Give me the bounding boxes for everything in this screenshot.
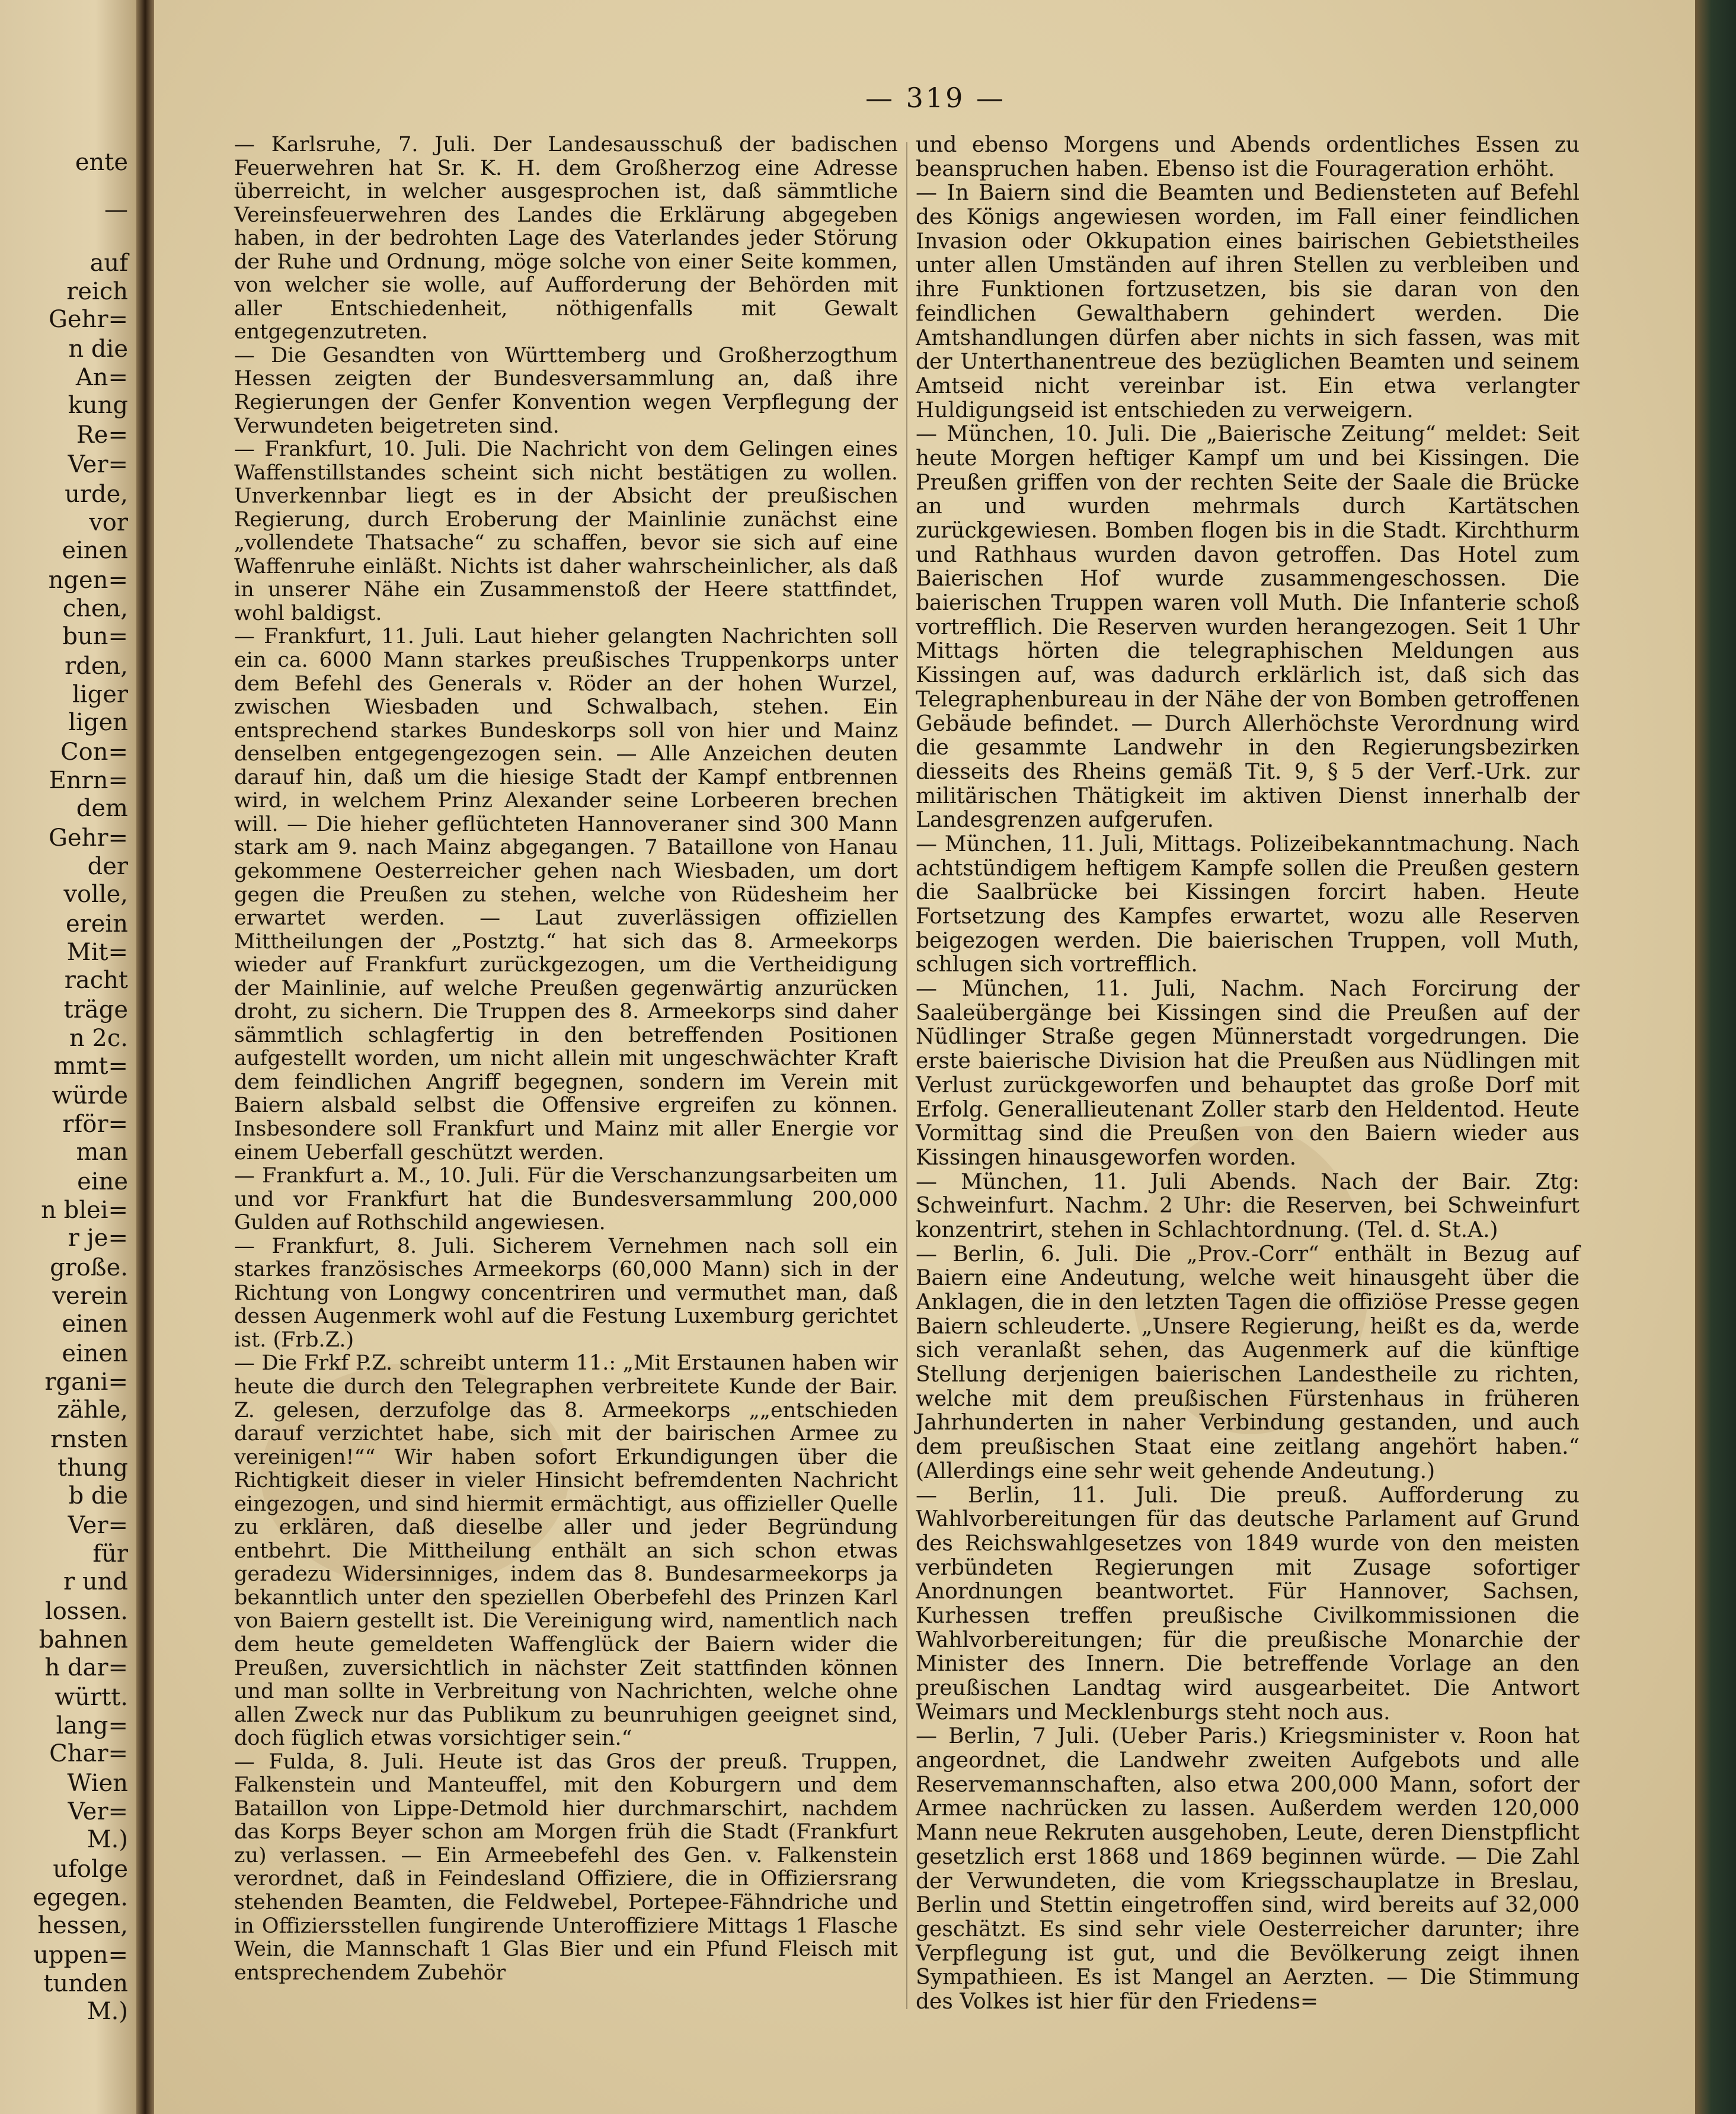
facing-page-word: egegen. [33,1884,128,1911]
facing-page-word: würde [52,1082,128,1109]
facing-page-word: erein [65,910,128,938]
left-column [234,133,898,1985]
facing-page-word: große. [50,1254,128,1281]
facing-page-word: ligen [68,709,128,736]
article-paragraph: — Berlin, 11. Juli. Die preuß. Aufforderung zu Wahlvorbereitungen für das deutsche Parlament auf Grund des Reichswahlgesetzes von 1849 wurde von den meisten verbündeten Regierungen mit Zusage sofortiger Anordnungen beantwortet. Für Hannover, Sachsen, Kurhessen treffen preußische Civilkommissionen die Wahlvorbereitungen; für die preußische Monarchie der Minister des Innern. Die betreffende Vorlage an den preußischen Landtag wird ausgearbeitet. Die Antwort Weimars und Mecklenburgs steht noch aus. [916,1483,1580,1725]
facing-page-word: einen [62,1310,128,1338]
article-paragraph: — Frankfurt, 8. Juli. Sicherem Vernehmen nach soll ein starkes französisches Armeekorps (60,000 Mann) sich in der Richtung von Longwy concentriren und vermuthet man, daß dessen Augenmerk wohl auf die Festung Luxemburg gerichtet ist. (Frb.Z.) [234,1234,898,1352]
facing-page-word: der [87,853,128,880]
facing-page-word: dem [76,795,128,822]
facing-page-word: reich [66,278,128,305]
facing-page-word: Enrn= [49,767,128,794]
article-paragraph: — Karlsruhe, 7. Juli. Der Landesausschuß der badischen Feuerwehren hat Sr. K. H. dem Großherzog eine Adresse überreicht, in welcher ausgesprochen ist, daß sämmtliche Vereinsfeuerwehren des Landes die Erklärung abgegeben haben, in der bedrohten Lage des Vaterlandes jeder Störung der Ruhe und Ordnung, möge solche von einer Seite kommen, von welcher sie wolle, auf Aufforderung der Behörden mit aller Entschiedenheit, nöthigenfalls mit Gewalt entgegenzutreten. [234,133,898,344]
facing-page-word: rden, [65,653,128,680]
facing-page-word: ngen= [48,567,128,594]
right-column [916,133,1580,2014]
article-paragraph: — Frankfurt a. M., 10. Juli. Für die Verschanzungsarbeiten um und vor Frankfurt hat die Bundesversammlung 200,000 Gulden auf Rothschild angewiesen. [234,1164,898,1235]
facing-page-word: träge [63,996,128,1024]
article-paragraph: — Die Frkf P.Z. schreibt unterm 11.: „Mit Erstaunen haben wir heute die durch den Telegraphen verbreitete Kunde der Bair. Z. gelesen, derzufolge das 8. Armeekorps „„entschieden darauf verzichtet habe, sich mit der bairischen Armee zu vereinigen!““ Wir haben sofort Erkundigungen über die Richtigkeit dieser in vieler Hinsicht befremdenten Nachricht eingezogen, und sind hiermit ermächtigt, aus offizieller Quelle zu erklären, daß dieselbe aller und jeder Begründung entbehrt. Die Mittheilung enthält an sich schon etwas geradezu Widersinniges, indem das 8. Bundesarmeekorps ja bekanntlich unter den speziellen Oberbefehl des Prinzen Karl von Baiern gestellt ist. Die Vereinigung wird, namentlich nach dem heute gemeldeten Waffenglück der Baiern wider die Preußen, zuversichtlich in nächster Zeit stattfinden können und man sollte in Verbreitung von Nachrichten, welche ohne allen Zweck nur das Publikum zu beunruhigen geeignet sind, doch füglich etwas vorsichtiger sein.“ [234,1351,898,1751]
facing-page-word: Gehr= [48,824,128,852]
facing-page-word: racht [64,967,128,994]
facing-page-word: auf [89,250,128,277]
facing-page-word: rnsten [50,1426,128,1453]
facing-page-word: uppen= [33,1942,128,1969]
facing-page-word: eine [77,1168,128,1195]
facing-page-word: n die [68,335,128,363]
facing-page-word: rgani= [44,1368,128,1396]
article-paragraph: — In Baiern sind die Beamten und Bediensteten auf Befehl des Königs angewiesen worden, im Fall einer feindlichen Invasion oder Okkupation eines bairischen Gebietstheiles unter allen Umständen auf ihren Stellen zu verbleiben und ihre Funktionen fortzusetzen, bis sie daran von den feindlichen Gewalthabern gehindert werden. Die Amtshandlungen dürfen aber nichts in sich fassen, was mit der Unterthanentreue des bezüglichen Beamten und seinem Amtseid nicht vereinbar ist. Ein etwa verlangter Huldigungseid ist entschieden zu verweigern. [916,181,1580,423]
facing-page-word: lang= [56,1712,128,1739]
facing-page-word: r je= [68,1224,128,1252]
facing-page-fragment [0,0,136,2114]
article-paragraph: — Frankfurt, 10. Juli. Die Nachricht von dem Gelingen eines Waffenstillstandes scheint sich nicht bestätigen zu wollen. Unverkennbar liegt es in der Absicht der preußischen Regierung, durch Eroberung der Mainlinie zunächst eine „vollendete Thatsache“ zu schaffen, bevor sie sich auf eine Waffenruhe einläßt. Nichts ist daher wahrscheinlicher, als daß in unserer Nähe ein Zusammenstoß der Heere stattfindet, wohl baldigst. [234,437,898,625]
facing-page-word: liger [72,681,128,708]
facing-page-word: Wien [67,1770,128,1797]
article-paragraph: — München, 11. Juli, Mittags. Polizeibekanntmachung. Nach achtstündigem heftigem Kampfe sollen die Preußen gestern die Saalbrücke bei Kissingen forcirt haben. Heute Fortsetzung des Kampfes erwartet, wozu alle Reserven beigezogen werden. Die baierischen Truppen, voll Muth, schlugen sich vortrefflich. [916,831,1580,977]
facing-page-word: n blei= [41,1197,128,1224]
facing-page-word: volle, [63,881,128,908]
facing-page-word: kung [68,392,128,419]
facing-page-word: An= [75,364,128,391]
facing-page-word: württ. [55,1684,128,1711]
facing-page-word: man [76,1138,128,1166]
facing-page-word: bun= [62,623,128,650]
facing-page-word: Ver= [68,1512,128,1539]
article-paragraph: — Frankfurt, 11. Juli. Laut hieher gelangten Nachrichten soll ein ca. 6000 Mann starkes preußisches Truppenkorps unter dem Befehl des Generals v. Röder an der hohen Wurzel, zwischen Wiesbaden und Schwalbach, stehen. Ein entsprechend starkes Bundeskorps soll von hier und Mainz denselben entgegengezogen sein. — Alle Anzeichen deuten darauf hin, daß um die hiesige Stadt der Kampf entbrennen wird, in welchem Prinz Alexander seine Lorbeeren brechen will. — Die hieher geflüchteten Hannoveraner sind 300 Mann stark am 9. nach Mainz abgegangen. 7 Bataillone von Hanau gekommene Oesterreicher gehen nach Wiesbaden, um dort gegen die Preußen zu stehen, welche von Rüdesheim her erwartet werden. — Laut zuverlässigen offiziellen Mittheilungen der „Postztg.“ hat sich das 8. Armeekorps wieder auf Frankfurt zurückgezogen, um die Vertheidigung der Mainlinie, auf welche Preußen gegenwärtig anzurücken droht, zu sichern. Die Truppen des 8. Armeekorps sind daher sämmtlich schlagfertig in den betreffenden Positionen aufgestellt worden, um nicht allein mit ungeschwächter Kraft dem feindlichen Angriff begegnen, sondern im Verein mit Baiern alsbald selbst die Offensive ergreifen zu können. Insbesondere soll Frankfurt und Mainz mit aller Energie vor einem Ueberfall geschützt werden. [234,625,898,1165]
article-paragraph: — München, 11. Juli, Nachm. Nach Forcirung der Saaleübergänge bei Kissingen sind die Preußen auf der Nüdlinger Straße gegen Münnerstadt vorgedrungen. Die erste baierische Division hat die Preußen aus Nüdlingen mit Verlust zurückgeworfen und behauptet das große Dorf mit Erfolg. Generallieutenant Zoller starb den Heldentod. Heute Vormittag sind die Preußen von den Baiern wieder aus Kissingen hinausgeworfen worden. [916,977,1580,1170]
facing-page-word: mmt= [53,1053,128,1080]
book-binding [1695,0,1736,2114]
facing-page-word: Ver= [68,1798,128,1825]
article-paragraph: — München, 10. Juli. Die „Baierische Zeitung“ meldet: Seit heute Morgen heftiger Kampf um und bei Kissingen. Die Preußen griffen von der rechten Seite der Saale die Brücke an und wurden mehrmals durch Kartätschen zurückgewiesen. Bomben flogen bis in die Stadt. Kirchthurm und Rathhaus wurden davon getroffen. Das Hotel zum Baierischen Hof wurde zusammengeschossen. Die baierischen Truppen waren voll Muth. Die Infanterie schoß vortrefflich. Die Reserven wurden herangezogen. Seit 1 Uhr Mittags hörten die telegraphischen Meldungen aus Kissingen auf, was dadurch erklärlich ist, daß sich das Telegraphenbureau in der Nähe der von Bomben getroffenen Gebäude befindet. — Durch Allerhöchste Verordnung wird die gesammte Landwehr in den Regierungsbezirken diesseits des Rheins gemäß Tit. 9, § 5 der Verf.-Urk. zur militärischen Thätigkeit im aktiven Dienst innerhalb der Landesgrenzen aufgerufen. [916,422,1580,833]
facing-page-word: r und [63,1568,128,1595]
book-gutter [136,0,154,2114]
page-number: — 319 — [865,82,1006,114]
column-rule [906,142,907,2009]
facing-page-word: Char= [49,1740,128,1767]
facing-page-word: lossen. [44,1598,128,1625]
facing-page-word: einen [62,1340,128,1367]
article-paragraph: — Berlin, 6. Juli. Die „Prov.-Corr“ enthält in Bezug auf Baiern eine Andeutung, welche weit hinausgeht über die Anklagen, die in den letzten Tagen die offiziöse Presse gegen Baiern schleuderte. „Unsere Regierung, heißt es da, werde sich veranlaßt sehen, das Augenmerk auf die künftige Stellung derjenigen baierischen Landestheile zu richten, welche mit dem preußischen Fürstenhaus in früheren Jahrhunderten in naher Verbindung gestanden, und auch dem preußischen Staat eine zeitlang angehört haben.“ (Allerdings eine sehr weit gehende Andeutung.) [916,1242,1580,1483]
article-paragraph: — Fulda, 8. Juli. Heute ist das Gros der preuß. Truppen, Falkenstein und Manteuffel, mit den Koburgern und dem Bataillon von Lippe-Detmold hier durchmarschirt, nachdem das Korps Beyer schon am Morgen früh die Stadt (Frankfurt zu) verlassen. — Ein Armeebefehl des Gen. v. Falkenstein verordnet, daß in Feindesland Offiziere, die in Offiziersrang stehenden Beamten, die Feldwebel, Portepee-Fähndriche und in Offiziersstellen fungirende Unteroffiziere Mittags 1 Flasche Wein, die Mannschaft 1 Glas Bier und ein Pfund Fleisch mit entsprechendem Zubehör [234,1750,898,1985]
facing-page-word: urde, [65,481,128,508]
facing-page-word: h dar= [44,1654,128,1681]
facing-page-word: Mit= [66,939,128,966]
facing-page-word: hessen, [37,1912,128,1939]
facing-page-word: Con= [60,738,128,766]
facing-page-word: M.) [87,1826,128,1853]
facing-page-word: zähle, [57,1396,128,1424]
facing-page-word: für [92,1540,128,1568]
facing-page-word: bahnen [39,1626,128,1654]
article-paragraph: — München, 11. Juli Abends. Nach der Bair. Ztg: Schweinfurt. Nachm. 2 Uhr: die Reserven, bei Schweinfurt konzentrirt, stehen in Schlachtordnung. (Tel. d. St.A.) [916,1169,1580,1242]
facing-page-word: n 2c. [69,1025,128,1052]
facing-page-word: M.) [87,1998,128,2025]
article-paragraph: — Die Gesandten von Württemberg und Großherzogthum Hessen zeigten der Bundesversammlung an, daß ihre Regierungen der Genfer Konvention wegen Verpflegung der Verwundeten beigetreten sind. [234,343,898,438]
facing-page-word: Re= [76,421,128,449]
facing-page-word: einen [62,537,128,564]
article-paragraph: — Berlin, 7 Juli. (Ueber Paris.) Kriegsminister v. Roon hat angeordnet, die Landwehr zweiten Aufgebots und alle Reservemannschaften, also etwa 200,000 Mann, sofort der Armee nachrücken zu lassen. Außerdem werden 120,000 Mann neue Rekruten ausgehoben, Leute, deren Dienstpflicht gesetzlich erst 1868 und 1869 beginnen würde. — Die Zahl der Verwundeten, die vom Kriegsschauplatze in Breslau, Berlin und Stettin eingetroffen sind, wird bereits auf 32,000 geschätzt. Es sind sehr viele Oesterreicher darunter; ihre Verpflegung ist gut, und die Bevölkerung zeigt ihnen Sympathieen. Es ist Mangel an Aerzten. — Die Stimmung des Volkes ist hier für den Friedens= [916,1724,1580,2014]
facing-page-word: — [104,196,128,223]
facing-page-word: rför= [62,1111,128,1138]
facing-page-word: b die [68,1482,128,1509]
facing-page-word: Gehr= [48,306,128,333]
article-paragraph: und ebenso Morgens und Abends ordentliches Essen zu beanspruchen haben. Ebenso ist die Fourageration erhöht. [916,133,1580,181]
facing-page-word: thung [57,1454,128,1482]
facing-page-word: tunden [43,1970,128,1997]
facing-page-word: ente [75,149,128,176]
facing-page-word: Ver= [68,451,128,478]
facing-page-word: vor [89,509,128,536]
facing-page-word: ufolge [53,1856,128,1883]
facing-page-word: verein [52,1283,128,1310]
facing-page-word: chen, [62,595,128,622]
